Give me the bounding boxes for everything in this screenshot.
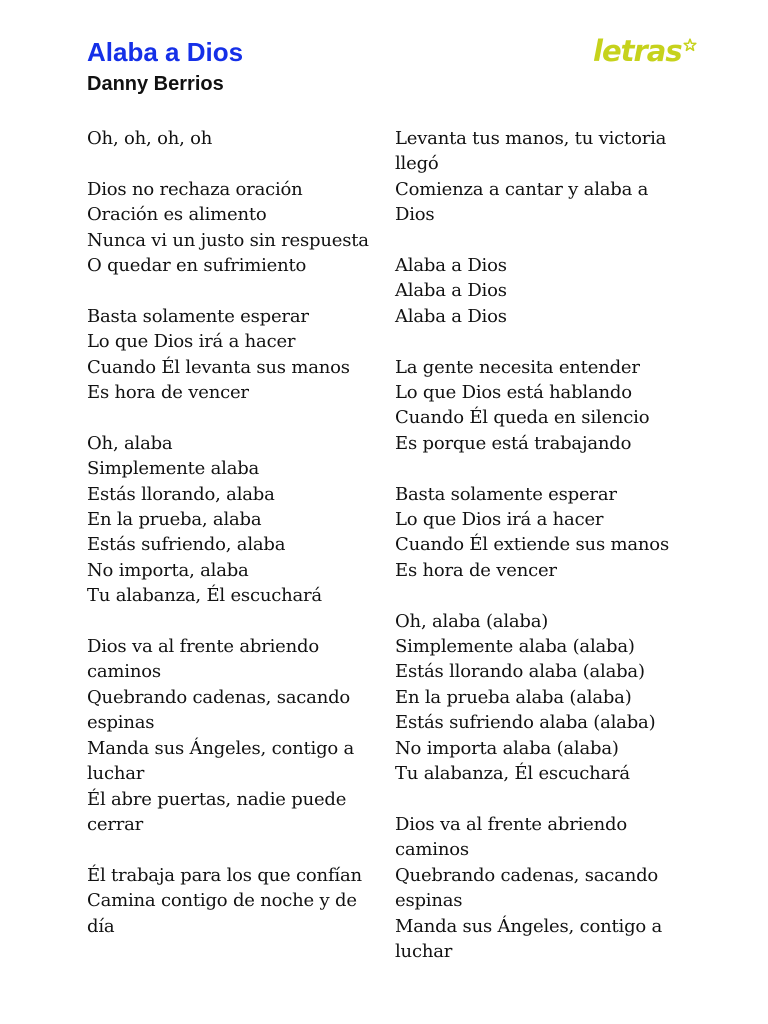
lyric-line: Manda sus Ángeles, contigo a luchar (395, 915, 663, 962)
lyric-line: Lo que Dios irá a hacer (395, 509, 604, 531)
letras-logo[interactable] (593, 34, 697, 68)
lyric-line: Cuando Él queda en silencio (395, 407, 650, 429)
song-title[interactable]: Alaba a Dios (87, 37, 244, 67)
lyric-line: Manda sus Ángeles, contigo a luchar (87, 737, 355, 785)
lyrics-column-left (87, 126, 372, 964)
lyrics-stanza (87, 177, 372, 279)
song-header (87, 36, 243, 98)
lyric-line: Es hora de vencer (395, 559, 557, 581)
lyrics-stanza (87, 126, 372, 151)
lyrics-stanza (395, 355, 680, 457)
lyrics-stanza (87, 863, 372, 939)
lyric-line: Alaba a Dios (395, 280, 507, 302)
lyrics-stanza (87, 634, 372, 837)
lyrics-stanza (395, 812, 680, 964)
artist-name[interactable]: Danny Berrios (87, 73, 224, 95)
lyric-line: Dios no rechaza oración (87, 178, 303, 200)
lyric-line: Camina contigo de noche y de día (87, 890, 357, 937)
lyric-line: Cuando Él extiende sus manos (395, 534, 669, 556)
lyric-line: Alaba a Dios (395, 305, 507, 327)
lyrics-stanza (87, 304, 372, 406)
lyric-line: Alaba a Dios (395, 255, 507, 277)
lyric-line: Cuando Él levanta sus manos (87, 356, 350, 378)
lyric-line: La gente necesita entender (395, 356, 640, 378)
lyric-line: Él trabaja para los que confían (87, 864, 362, 886)
lyric-line: Él abre puertas, nadie puede cerrar (87, 788, 347, 835)
lyric-line: Basta solamente esperar (395, 483, 617, 505)
lyric-line: En la prueba, alaba (87, 509, 262, 531)
lyric-line: Es hora de vencer (87, 382, 249, 404)
lyric-line: Oh, alaba (87, 432, 173, 454)
lyric-line: Estás sufriendo alaba (alaba) (395, 712, 656, 734)
lyric-line: Comienza a cantar y alaba a Dios (395, 178, 649, 226)
lyric-line: Oración es alimento (87, 204, 267, 226)
lyric-line: Basta solamente esperar (87, 305, 309, 327)
lyric-line: O quedar en sufrimiento (87, 255, 307, 277)
lyric-line: Lo que Dios está hablando (395, 382, 632, 404)
lyric-line: En la prueba alaba (alaba) (395, 686, 632, 708)
lyric-line: Dios va al frente abriendo caminos (395, 813, 627, 861)
lyric-line: Estás llorando alaba (alaba) (395, 661, 645, 683)
lyric-line: Dios va al frente abriendo caminos (87, 636, 319, 683)
lyric-line: No importa alaba (alaba) (395, 737, 619, 759)
star-icon (683, 38, 697, 52)
lyric-line: Simplemente alaba (87, 458, 260, 480)
lyric-line: Oh, alaba (alaba) (395, 610, 549, 632)
lyrics-stanza (395, 482, 680, 584)
lyric-line: Nunca vi un justo sin respuesta (87, 229, 369, 251)
lyrics-stanza (395, 253, 680, 329)
lyric-line: Oh, oh, oh, oh (87, 128, 213, 149)
lyrics-stanza (87, 431, 372, 609)
lyric-line: Estás sufriendo, alaba (87, 534, 286, 556)
lyric-line: Levanta tus manos, tu victoria llegó (395, 128, 667, 175)
lyric-line: Simplemente alaba (alaba) (395, 636, 635, 658)
lyric-line: Es porque está trabajando (395, 432, 632, 454)
lyric-line: Quebrando cadenas, sacando espinas (395, 864, 659, 912)
logo-text: letras (593, 34, 682, 68)
lyrics-column-right (395, 126, 680, 990)
lyric-line: Quebrando cadenas, sacando espinas (87, 686, 351, 734)
lyric-line: Tu alabanza, Él escuchará (87, 585, 322, 607)
lyric-line: Lo que Dios irá a hacer (87, 331, 296, 353)
lyric-line: Tu alabanza, Él escuchará (395, 763, 630, 785)
lyric-line: Estás llorando, alaba (87, 483, 275, 505)
lyric-line: No importa, alaba (87, 559, 249, 581)
lyrics-stanza (395, 126, 680, 228)
lyrics-stanza (395, 609, 680, 787)
